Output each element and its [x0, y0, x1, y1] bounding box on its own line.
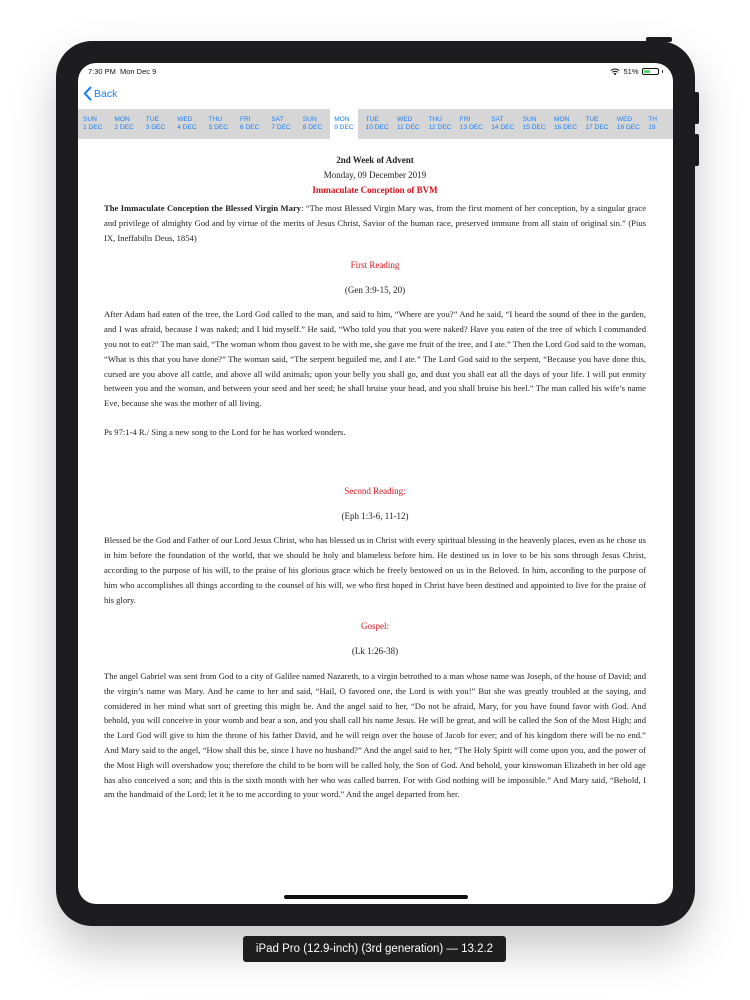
date-cell-date: 9 DEC — [334, 124, 354, 131]
date-cell-9-dec[interactable] — [330, 109, 358, 139]
second-reading-heading: Second Reading: — [344, 485, 406, 496]
date-selector-strip — [78, 109, 673, 139]
date-cell-date: 12 DEC — [428, 124, 452, 131]
date-cell-day: WED — [616, 116, 633, 123]
date-cell-8-dec[interactable] — [303, 109, 329, 139]
date-cell-day: SUN — [522, 116, 537, 123]
date-cell-day: SAT — [271, 116, 284, 123]
week-title: 2nd Week of Advent — [336, 155, 414, 165]
date-cell-day: SAT — [491, 116, 504, 123]
date-cell-date: 1 DEC — [83, 124, 103, 131]
battery-level-fill — [644, 70, 651, 73]
date-cell-day: FRI — [459, 116, 471, 123]
date-cell-date: 7 DEC — [271, 124, 291, 131]
date-cell-day: TUE — [585, 116, 599, 123]
status-date: Mon Dec 9 — [120, 67, 157, 76]
screen — [78, 63, 673, 904]
date-cell-18-dec[interactable] — [617, 109, 643, 139]
date-cell-day: MON — [554, 116, 570, 123]
date-cell-day: MON — [334, 116, 350, 123]
date-cell-3-dec[interactable] — [146, 109, 172, 139]
second-reading-text: Blessed be the God and Father of our Lord Jesus Christ, who has blessed us in Christ with every spiritual blessing in the heavenly places, even as he chose us in him before the foundation of the world, that we should be holy and blameless before him. He destined us in love to be his sons through Jesus Christ, according to the purpose of his will, to the praise of his glorious grace which he freely bestowed on us in the Beloved. In him, according to the purpose of him who accomplishes all things according to the counsel of his will, we who first hoped in Christ have been destined and appointed to live for the praise of his glory. — [104, 535, 646, 605]
date-cell-13-dec[interactable] — [460, 109, 486, 139]
intro-bold: The Immaculate Conception the Blessed Virgin Mary — [104, 203, 302, 214]
date-line: Monday, 09 December 2019 — [323, 169, 427, 180]
date-cell-14-dec[interactable] — [491, 109, 517, 139]
date-cell-5-dec[interactable] — [209, 109, 235, 139]
date-cell-10-dec[interactable] — [366, 109, 392, 139]
date-cell-1-dec[interactable] — [83, 109, 109, 139]
date-cell-17-dec[interactable] — [585, 109, 611, 139]
first-reading-reference: (Gen 3:9-15, 20) — [344, 284, 406, 295]
first-reading-text: After Adam had eaten of the tree, the Lord God called to the man, and said to him, “Where are you?” And he said, “I heard the sound of thee in the garden, and I was afraid, because I was naked; and I hid myself.” He said, “Who told you that you were naked? Have you eaten of the tree of which I commanded you not to eat?” The man said, “The woman whom thou gavest to be with me, she gave me fruit of the tree, and I ate.” Then the Lord God said to the woman, “What is this that you have done?” The woman said, “The serpent beguiled me, and I ate.” The Lord God said to the serpent, “Because you have done this, cursed are you above all cattle, and above all wild animals; upon your belly you shall go, and dust you shall eat all the days of your life. I will put enmity between you and the woman, and between your seed and her seed; he shall bruise your head, and you shall bruise his heel.” The man called his wife’s name Eve, because she was the mother of all living. — [104, 309, 646, 409]
intro-text: : “The most Blessed Virgin Mary was, from the first moment of her conception, by a singular grace and privilege of almighty God and by virtue of the merits of Jesus Christ, Savior of the human race, preserved immune from all stain of original sin.” (Pius IX, Ineffabilis Deus, 1854) — [104, 203, 647, 243]
date-cell-2-dec[interactable] — [114, 109, 140, 139]
status-time: 7:30 PM — [88, 67, 116, 76]
date-cell-date: 17 DEC — [585, 124, 609, 131]
date-cell-day: SUN — [302, 116, 317, 123]
gospel-text: The angel Gabriel was sent from God to a city of Galilee named Nazareth, to a virgin betrothed to a man whose name was Joseph, of the house of David; and the virgin’s name was Mary. And he came to her and said, “Hail, O favored one, the Lord is with you!” But she was greatly troubled at the saying, and considered in her mind what sort of greeting this might be. And the angel said to her, “Do not be afraid, Mary, for you have found favor with God. And behold, you will conceive in your womb and bear a son, and you shall call his name Jesus. He will be great, and will be called the Son of the Most High; and the Lord God will give to him the throne of his father David, and he will reign over the house of Jacob for ever; and of his kingdom there will be no end.” And Mary said to the angel, “How shall this be, since I have no husband?” And the angel said to her, “The Holy Spirit will come upon you, and the power of the Most High will overshadow you; therefore the child to be born will be called holy, the Son of God. And behold, your kinswoman Elizabeth in her old age has also conceived a son; and this is the sixth month with her who was called barren. For with God nothing will be impossible.” And Mary said, “Behold, I am the handmaid of the Lord; let it be to me according to your word.” And the angel departed from her. — [104, 670, 646, 800]
date-cell-date: 11 DEC — [397, 124, 420, 131]
home-indicator[interactable] — [284, 895, 468, 899]
date-cell-date: 18 DEC — [616, 124, 640, 131]
date-cell-date: 14 DEC — [491, 124, 515, 131]
date-cell-date: 6 DEC — [240, 124, 260, 131]
gospel-heading: Gospel: — [361, 621, 389, 632]
date-cell-day: WED — [177, 116, 193, 123]
date-cell-date: 4 DEC — [177, 124, 197, 131]
date-cell-6-dec[interactable] — [240, 109, 266, 139]
back-button[interactable] — [83, 86, 117, 101]
date-cell-date: 15 DEC — [522, 124, 546, 131]
date-cell-day: MON — [114, 116, 130, 123]
date-cell-day: FRI — [240, 116, 251, 123]
date-cell-date: 8 DEC — [302, 124, 323, 131]
date-cell-11-dec[interactable] — [397, 109, 423, 139]
back-label: Back — [94, 87, 118, 100]
date-cell-19[interactable] — [648, 109, 673, 139]
gospel-reference: (Lk 1:26-38) — [351, 646, 399, 657]
date-cell-date: 2 DEC — [114, 124, 134, 131]
date-cell-day: SUN — [83, 116, 97, 123]
date-cell-day: WED — [397, 116, 413, 123]
second-reading-reference: (Eph 1:3-6, 11-12) — [341, 510, 409, 521]
battery-percent: 51% — [623, 67, 639, 76]
psalm-text: Ps 97:1-4 R./ Sing a new song to the Lord for he has worked wonders. — [104, 426, 346, 437]
status-indicators — [610, 67, 663, 76]
date-cell-date: 16 DEC — [554, 124, 578, 131]
date-cell-12-dec[interactable] — [428, 109, 454, 139]
feast-title: Immaculate Conception of BVM — [312, 184, 438, 195]
date-cell-day: THU — [208, 116, 223, 123]
reading-content — [104, 151, 646, 802]
intro-paragraph — [104, 201, 646, 245]
date-cell-day: TH — [648, 116, 657, 123]
date-cell-date: 5 DEC — [208, 124, 229, 131]
navigation-bar — [78, 81, 673, 109]
first-reading-heading: First Reading — [350, 259, 400, 270]
date-cell-date: 3 DEC — [145, 124, 166, 131]
status-bar — [78, 63, 673, 81]
date-cell-date: 13 DEC — [459, 124, 483, 131]
battery-icon — [642, 68, 659, 75]
date-cell-day: TUE — [365, 116, 379, 123]
date-cell-4-dec[interactable] — [177, 109, 203, 139]
date-cell-date: 10 DEC — [365, 124, 389, 131]
date-cell-16-dec[interactable] — [554, 109, 580, 139]
date-cell-7-dec[interactable] — [271, 109, 297, 139]
date-cell-day: TUE — [145, 116, 159, 123]
simulator-device-label: iPad Pro (12.9-inch) (3rd generation) — 13.2.2 — [243, 936, 506, 962]
date-cell-day: THU — [428, 116, 442, 123]
battery-cap — [662, 70, 664, 73]
chevron-left-icon — [83, 86, 92, 101]
date-cell-date: 19 — [648, 124, 656, 131]
wifi-icon — [610, 68, 620, 76]
date-cell-15-dec[interactable] — [523, 109, 549, 139]
